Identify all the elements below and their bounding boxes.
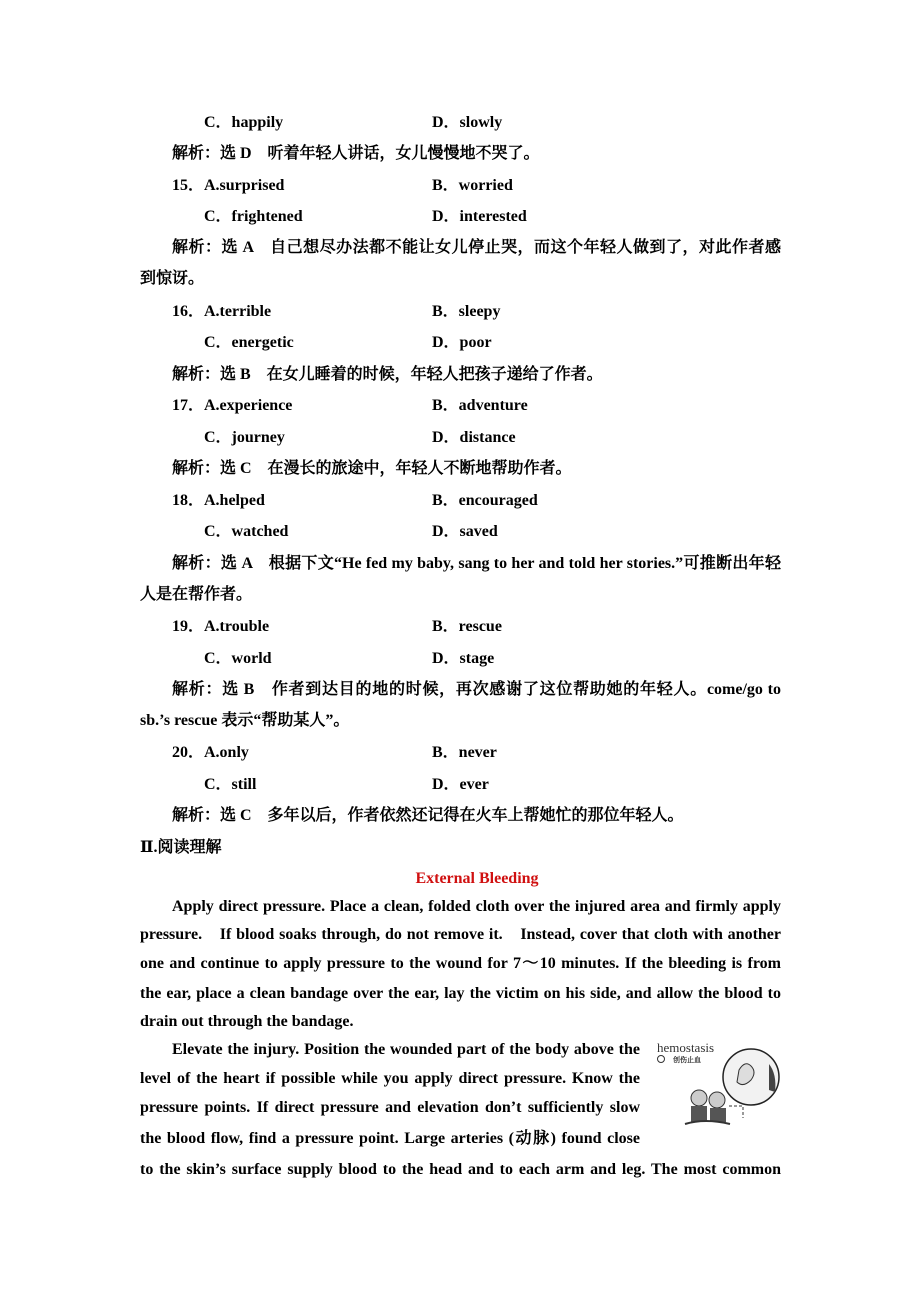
- option-d: D．poor: [432, 334, 492, 351]
- hemostasis-illustration: [655, 1040, 780, 1130]
- passage-line: to the skin’s surface supply blood to the head and to each arm and leg. The most common: [140, 1161, 781, 1178]
- section-heading: Ⅱ.阅读理解: [140, 839, 222, 856]
- option-a: 19．A.trouble: [172, 618, 270, 635]
- analysis-cont: sb.’s rescue 表示“帮助某人”。: [140, 712, 350, 729]
- option-b: B．encouraged: [432, 492, 538, 509]
- option-a: 17．A.experience: [172, 397, 293, 414]
- passage-line: the ear, place a clean bandage over the ear, lay the victim on his side, and allow the blood to: [140, 985, 781, 1002]
- analysis: 解析：选 C 多年以后，作者依然还记得在火车上帮她忙的那位年轻人。: [172, 807, 684, 824]
- passage-title: External Bleeding: [415, 870, 539, 887]
- analysis: 解析：选 A 根据下文“He fed my baby, sang to her and told her stories.”可推断出年轻: [172, 555, 781, 572]
- passage-line: Apply direct pressure. Place a clean, folded cloth over the injured area and firmly apply: [172, 898, 781, 915]
- option-d: D．stage: [432, 650, 495, 667]
- first-aid-drawing: [655, 1040, 780, 1130]
- option-d: D．slowly: [432, 114, 503, 131]
- option-b: B．never: [432, 744, 497, 761]
- passage-line: drain out through the bandage.: [140, 1013, 354, 1030]
- option-c: C．frightened: [204, 208, 303, 225]
- option-a: 16．A.terrible: [172, 303, 272, 320]
- option-d: D．saved: [432, 523, 498, 540]
- option-b: B．rescue: [432, 618, 502, 635]
- option-b: B．worried: [432, 177, 513, 194]
- passage-line: pressure. If blood soaks through, do not remove it. Instead, cover that cloth with another: [140, 926, 781, 943]
- passage-line: Elevate the injury. Position the wounded part of the body above the: [172, 1041, 640, 1058]
- option-d: D．distance: [432, 429, 516, 446]
- passage-line: the blood flow, find a pressure point. Large arteries (动脉) found close: [140, 1130, 640, 1147]
- passage-line: level of the heart if possible while you apply direct pressure. Know the: [140, 1070, 640, 1087]
- option-b: B．adventure: [432, 397, 528, 414]
- option-c: C．world: [204, 650, 272, 667]
- figure-caption: 创伤止血: [673, 1056, 701, 1064]
- analysis: 解析：选 D 听着年轻人讲话，女儿慢慢地不哭了。: [172, 145, 540, 162]
- option-a: 20．A.only: [172, 744, 249, 761]
- option-c: C．still: [204, 776, 257, 793]
- option-c: C．watched: [204, 523, 289, 540]
- analysis: 解析：选 C 在漫长的旅途中，年轻人不断地帮助作者。: [172, 460, 572, 477]
- option-c: C．journey: [204, 429, 285, 446]
- option-d: D．ever: [432, 776, 489, 793]
- option-a: 15．A.surprised: [172, 177, 285, 194]
- option-a: 18．A.helped: [172, 492, 265, 509]
- analysis: 解析：选 B 在女儿睡着的时候，年轻人把孩子递给了作者。: [172, 366, 603, 383]
- passage-line: one and continue to apply pressure to the wound for 7～10 minutes. If the bleeding is from: [140, 955, 781, 972]
- analysis: 解析：选 A 自己想尽办法都不能让女儿停止哭，而这个年轻人做到了，对此作者感: [172, 239, 781, 256]
- option-d: D．interested: [432, 208, 527, 225]
- option-c: C．energetic: [204, 334, 294, 351]
- figure-title: hemostasis: [657, 1040, 715, 1055]
- option-b: B．sleepy: [432, 303, 501, 320]
- analysis-cont: 人是在帮作者。: [140, 586, 253, 603]
- option-c: C．happily: [204, 114, 284, 131]
- analysis-cont: 到惊讶。: [140, 270, 205, 287]
- passage-line: pressure points. If direct pressure and elevation don’t sufficiently slow: [140, 1099, 640, 1116]
- analysis: 解析：选 B 作者到达目的地的时候，再次感谢了这位帮助她的年轻人。come/go to: [172, 681, 781, 698]
